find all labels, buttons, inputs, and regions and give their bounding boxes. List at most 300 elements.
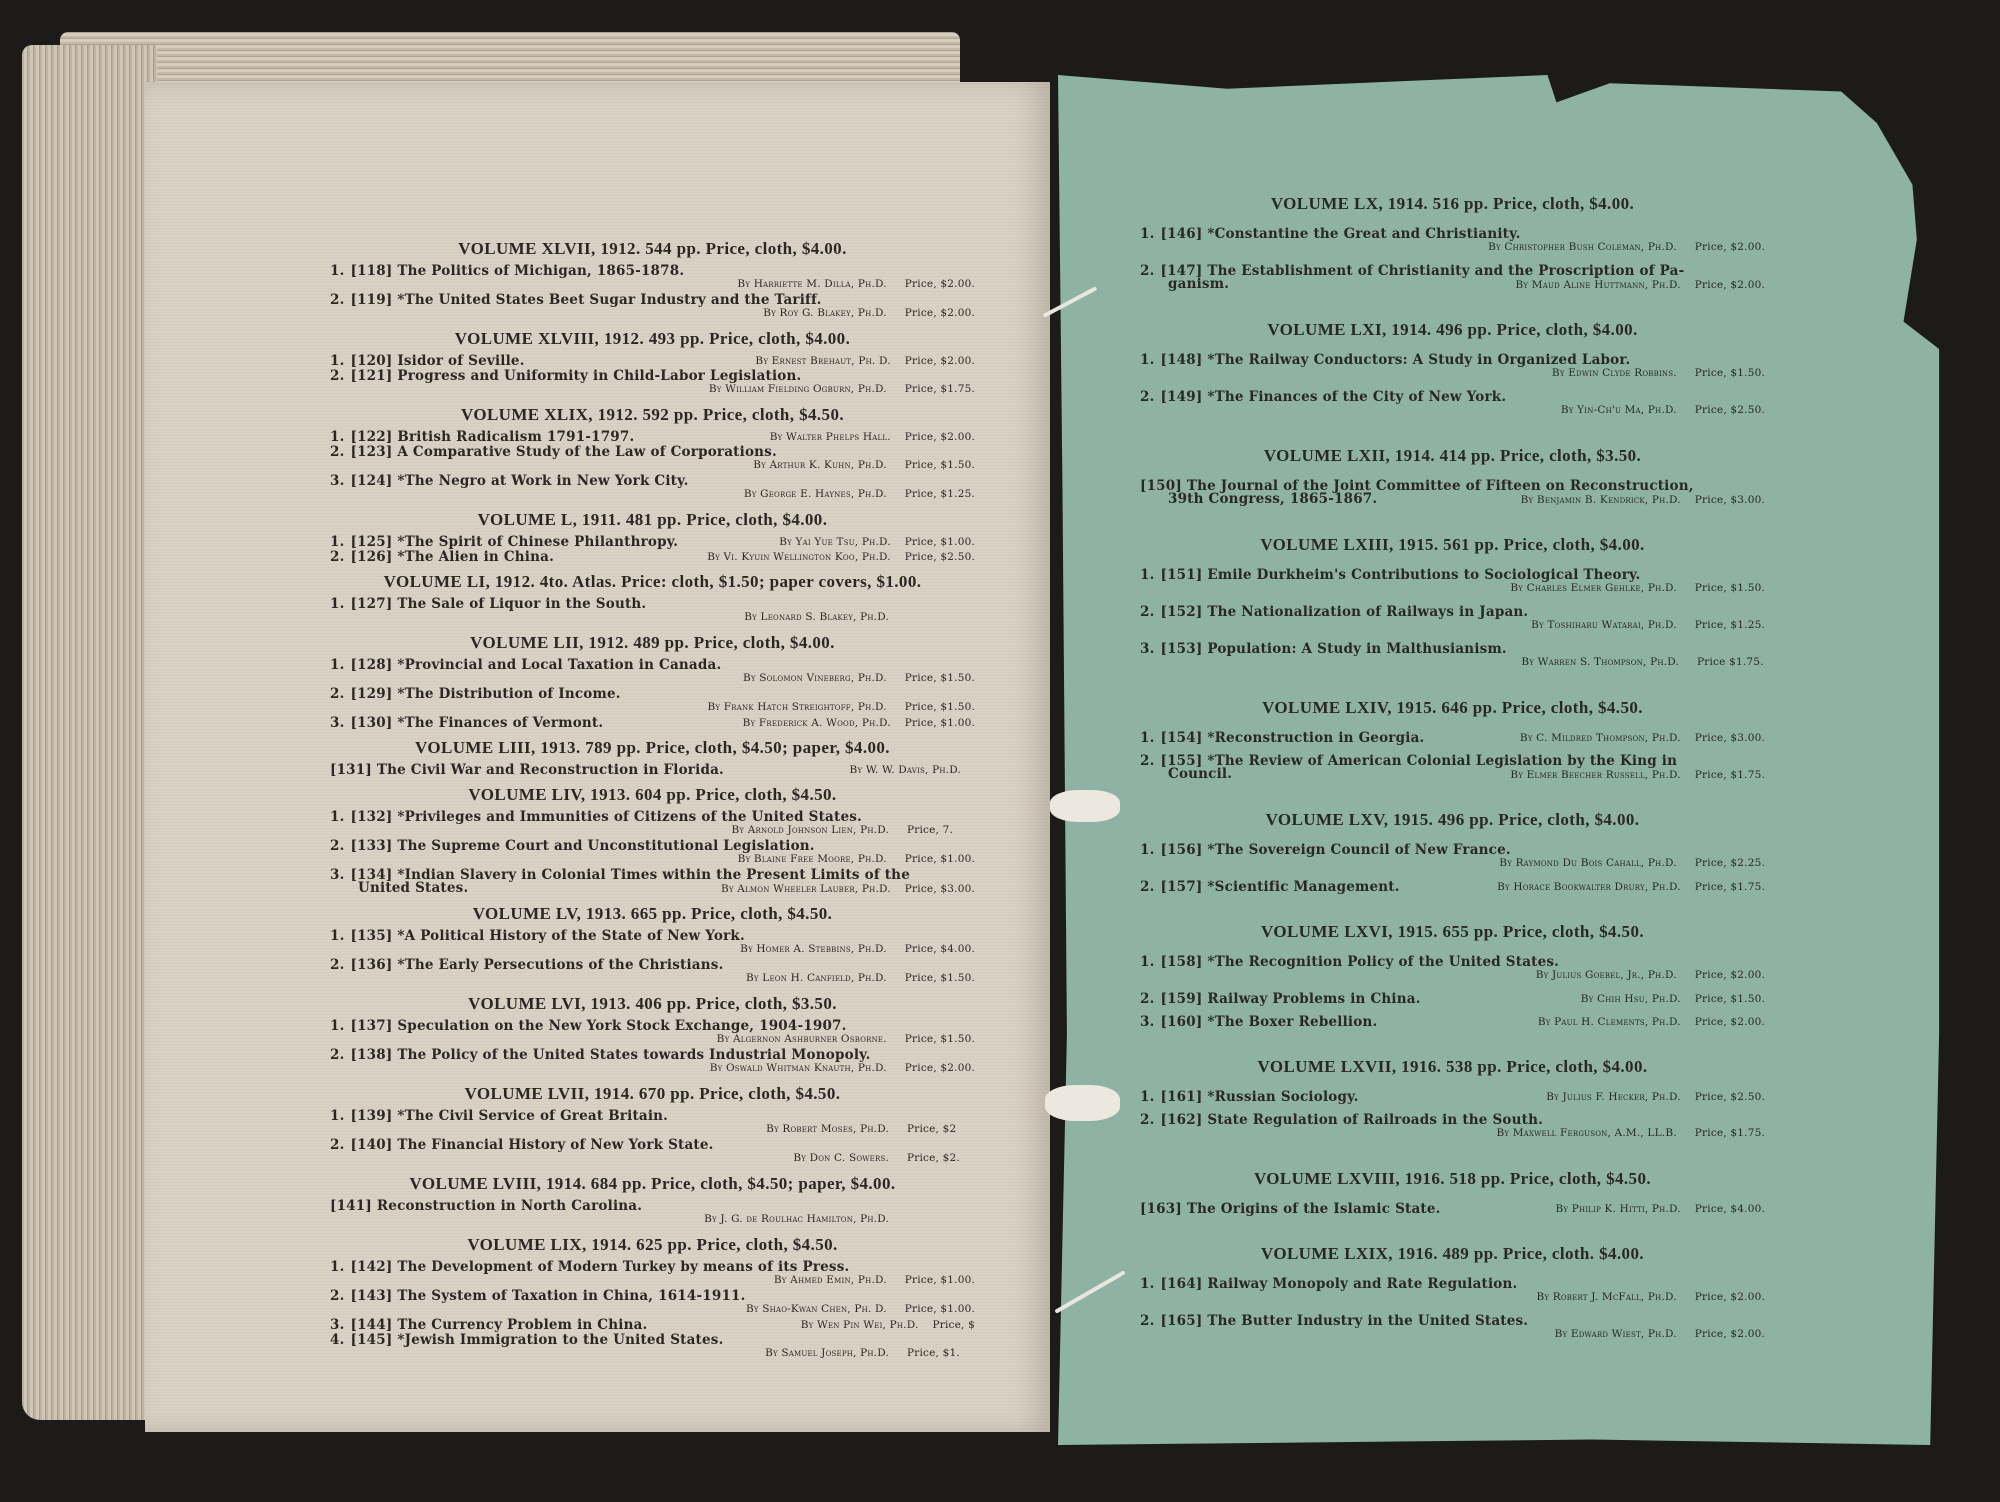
entry-author: By Solomon Vineberg, Ph.D. (742, 672, 887, 684)
entry-title-text: [162] State Regulation of Railroads in the South. (1160, 1113, 1543, 1127)
entry-title (1140, 568, 1640, 582)
entry-price: Price, $1.00. (904, 1303, 975, 1315)
entry-byline (1140, 857, 1765, 869)
entry-byline (330, 824, 975, 836)
entry-number: 2. (1140, 264, 1155, 278)
entry-title (1140, 1113, 1543, 1127)
entry-byline (1140, 656, 1765, 668)
entry-number: 2. (1140, 992, 1155, 1006)
entry-title (330, 839, 815, 853)
entry-number: 1. (330, 658, 345, 672)
catalog-entry (330, 535, 975, 549)
entry-author: By Arnold Johnson Lien, Ph.D. (731, 824, 889, 836)
entry-price: Price, $4.00. (904, 943, 975, 955)
entry-author: By Ernest Brehaut, Ph. D. (755, 355, 891, 367)
entry-title-text: [132] *Privileges and Immunities of Citizens of the United States. (350, 810, 862, 824)
entry-price: Price, $2.50. (904, 551, 975, 563)
entry-title-text: [159] Railway Problems in China. (1160, 992, 1421, 1006)
entry-title (330, 354, 525, 368)
entry-author: By Don C. Sowers. (793, 1152, 889, 1164)
entry-author: By Charles Elmer Gehlke, Ph.D. (1510, 582, 1677, 594)
left-page-catalog (330, 232, 975, 1362)
entry-byline (1140, 1127, 1765, 1139)
entry-price: Price, $1.50. (904, 972, 975, 984)
entry-price: Price, $2.25. (1694, 857, 1765, 869)
entry-byline (1140, 1291, 1765, 1303)
entry-byline (330, 1274, 975, 1286)
entry-title (1140, 605, 1528, 619)
entry-title-text: [118] The Politics of Michigan, 1865-1878. (350, 264, 685, 278)
entry-byline (330, 672, 975, 684)
entry-author: By Robert J. McFall, Ph.D. (1536, 1291, 1677, 1303)
entry-title (1140, 1202, 1441, 1216)
catalog-entry (1140, 568, 1765, 582)
entry-author-price (1549, 1202, 1765, 1216)
entry-number: 1. (330, 1019, 345, 1033)
entry-author: By Yin-Ch'u Ma, Ph.D. (1560, 404, 1677, 416)
entry-title-text: [123] A Comparative Study of the Law of Corporations. (350, 445, 777, 459)
catalog-entry (330, 1289, 975, 1303)
entry-byline (330, 972, 975, 984)
entry-byline (330, 488, 975, 500)
entry-title (330, 687, 621, 701)
entry-title (330, 430, 634, 444)
entry-author: By Maxwell Ferguson, A.M., LL.B. (1496, 1127, 1677, 1139)
entry-byline (330, 1123, 975, 1135)
entry-price: Price, $2.00. (904, 307, 975, 319)
entry-byline (1140, 969, 1765, 981)
entry-title-text: [160] *The Boxer Rebellion. (1160, 1015, 1378, 1029)
entry-author-price (773, 535, 975, 549)
entry-byline (1140, 619, 1765, 631)
entry-number: 2. (330, 1048, 345, 1062)
volume-heading: VOLUME XLIX, 1912. 592 pp. Price, cloth, $4.50. (460, 405, 844, 424)
entry-title-text: [141] Reconstruction in North Carolina. (330, 1199, 643, 1213)
catalog-entry (330, 716, 975, 730)
entry-author-price (844, 763, 975, 777)
entry-number: 2. (1140, 754, 1155, 768)
volume-heading: VOLUME LVIII, 1914. 684 pp. Price, cloth, $4.50; paper, $4.00. (409, 1174, 896, 1193)
catalog-entry (330, 1260, 975, 1274)
entry-title-continuation: United States. (358, 880, 469, 896)
entry-price: Price, $1.75. (1694, 769, 1765, 781)
entry-title-text: [135] *A Political History of the State of New York. (350, 929, 745, 943)
catalog-entry-continuation (1140, 768, 1765, 782)
entry-title (1140, 1277, 1517, 1291)
entry-title (330, 1138, 714, 1152)
entry-title-text: [119] *The United States Beet Sugar Industry and the Tariff. (350, 293, 822, 307)
catalog-entry (330, 1109, 975, 1123)
entry-title (330, 535, 678, 549)
entry-title-text: [133] The Supreme Court and Unconstitutional Legislation. (350, 839, 815, 853)
entry-number: 1. (1140, 1277, 1155, 1291)
entry-author-price (1515, 493, 1765, 507)
volume-heading: VOLUME LXIV, 1915. 646 pp. Price, cloth, $4.50. (1262, 698, 1643, 717)
entry-byline (330, 853, 975, 865)
catalog-entry (1140, 1202, 1765, 1216)
entry-price: Price, $1.25. (904, 488, 975, 500)
entry-author: By W. W. Davis, Ph.D. (849, 764, 961, 776)
entry-author: By Blaine Free Moore, Ph.D. (737, 853, 887, 865)
catalog-entry (330, 369, 975, 383)
entry-title (330, 763, 724, 777)
catalog-entry (1140, 1277, 1765, 1291)
catalog-entry (330, 264, 975, 278)
entry-title-text: [153] Population: A Study in Malthusianism. (1160, 642, 1507, 656)
volume-heading: VOLUME LXVII, 1916. 538 pp. Price, cloth, $4.00. (1257, 1057, 1648, 1076)
entry-byline (1140, 582, 1765, 594)
entry-number: 1. (1140, 731, 1155, 745)
entry-price: Price, $2.00. (904, 355, 975, 367)
entry-author: By Roy G. Blakey, Ph.D. (763, 307, 887, 319)
entry-author: By Maud Aline Huttmann, Ph.D. (1515, 279, 1681, 291)
catalog-entry (1140, 992, 1765, 1006)
entry-price: Price, $2.00. (904, 431, 975, 443)
entry-author: By Robert Moses, Ph.D. (766, 1123, 889, 1135)
entry-title-text: [140] The Financial History of New York State. (350, 1138, 714, 1152)
entry-title (330, 1318, 647, 1332)
catalog-entry (330, 929, 975, 943)
entry-title-text: [127] The Sale of Liquor in the South. (350, 597, 647, 611)
entry-price: Price, $1.75. (904, 383, 975, 395)
entry-title (330, 1260, 849, 1274)
entry-title-continuation: ganism. (1168, 276, 1230, 292)
entry-title-text: [163] The Origins of the Islamic State. (1140, 1202, 1441, 1216)
entry-price: Price, $1.50. (904, 459, 975, 471)
entry-title-text: [151] Emile Durkheim's Contributions to Sociological Theory. (1160, 568, 1641, 582)
entry-title-text: [158] *The Recognition Policy of the United States. (1160, 955, 1560, 969)
volume-heading: VOLUME LV, 1913. 665 pp. Price, cloth, $4.50. (472, 904, 833, 923)
entry-title-text: [121] Progress and Uniformity in Child-Labor Legislation. (350, 369, 802, 383)
catalog-entry (330, 597, 975, 611)
catalog-entry (1140, 353, 1765, 367)
entry-title-text: [131] The Civil War and Reconstruction in Florida. (330, 763, 724, 777)
book-fore-edge (22, 45, 157, 1420)
entry-title (330, 929, 745, 943)
entry-byline (330, 1303, 975, 1315)
entry-author: By William Fielding Ogburn, Ph.D. (708, 383, 887, 395)
entry-number: 2. (330, 958, 345, 972)
catalog-entry (330, 550, 975, 564)
entry-price: Price, $2.00. (1694, 241, 1765, 253)
entry-number: 2. (1140, 1314, 1155, 1328)
entry-author-price (1575, 992, 1765, 1006)
entry-author: By Frank Hatch Streightoff, Ph.D. (707, 701, 887, 713)
entry-author-price (1504, 768, 1765, 782)
entry-title-text: [152] The Nationalization of Railways in Japan. (1160, 605, 1529, 619)
entry-price: Price $1.75. (1697, 656, 1764, 668)
entry-number: 2. (1140, 880, 1155, 894)
entry-title (1140, 353, 1630, 367)
entry-author: By Toshiharu Watarai, Ph.D. (1531, 619, 1677, 631)
entry-title-text: [144] The Currency Problem in China. (350, 1318, 648, 1332)
entry-price (907, 1213, 975, 1225)
catalog-entry (330, 1333, 975, 1347)
entry-author: By Almon Wheeler Lauber, Ph.D. (721, 883, 891, 895)
entry-author: By Walter Phelps Hall. (769, 431, 891, 443)
entry-author: By Philip K. Hitti, Ph.D. (1555, 1203, 1681, 1215)
entry-number: 1. (330, 354, 345, 368)
entry-byline (330, 943, 975, 955)
entry-author: By Edwin Clyde Robbins. (1551, 367, 1677, 379)
catalog-entry (1140, 1113, 1765, 1127)
entry-author: By Arthur K. Kuhn, Ph.D. (753, 459, 887, 471)
entry-number: 1. (1140, 227, 1155, 241)
entry-byline (330, 278, 975, 290)
entry-title (1140, 955, 1559, 969)
entry-byline (330, 1213, 975, 1225)
entry-title (1140, 731, 1424, 745)
entry-price: Price, $2.00. (1694, 279, 1765, 291)
right-page-catalog (1140, 187, 1765, 1351)
volume-heading: VOLUME XLVIII, 1912. 493 pp. Price, cloth, $4.00. (454, 329, 851, 348)
entry-title (330, 445, 777, 459)
entry-title-text: [120] Isidor of Seville. (350, 354, 525, 368)
entry-author-price (737, 716, 975, 730)
entry-title-text: [125] *The Spirit of Chinese Philanthropy. (350, 535, 679, 549)
entry-price: Price, $1.75. (1694, 1127, 1765, 1139)
entry-author: By Warren S. Thompson, Ph.D. (1521, 656, 1679, 668)
entry-author-price (1540, 1090, 1765, 1104)
entry-author-price (1514, 731, 1765, 745)
entry-author: By Yai Yue Tsu, Ph.D. (779, 536, 891, 548)
binding-tuft (1045, 1085, 1120, 1121)
entry-title-text: [146] *Constantine the Great and Christianity. (1160, 227, 1521, 241)
entry-byline (330, 1347, 975, 1359)
entry-title (1140, 390, 1506, 404)
entry-title (1140, 992, 1421, 1006)
entry-title (330, 1333, 723, 1347)
entry-price: Price, $1.25. (1694, 619, 1765, 631)
entry-author: By Julius F. Hecker, Ph.D. (1546, 1091, 1681, 1103)
catalog-entry-continuation (1140, 493, 1765, 507)
entry-price: Price, $1.50. (1694, 367, 1765, 379)
entry-title-text: [129] *The Distribution of Income. (350, 687, 621, 701)
entry-number: 2. (330, 445, 345, 459)
entry-title (330, 658, 721, 672)
entry-number: 2. (1140, 1113, 1155, 1127)
entry-price: Price, $ (932, 1319, 975, 1331)
entry-byline (1140, 404, 1765, 416)
entry-author-price (1510, 278, 1765, 292)
entry-title-text: [154] *Reconstruction in Georgia. (1160, 731, 1425, 745)
entry-author: By Paul H. Clements, Ph.D. (1537, 1016, 1681, 1028)
entry-number: 2. (330, 550, 345, 564)
catalog-entry (330, 1138, 975, 1152)
volume-heading: VOLUME LXIX, 1916. 489 pp. Price, cloth. $4.00. (1260, 1244, 1644, 1263)
entry-price: Price, 7. (907, 824, 954, 836)
entry-title-text: [136] *The Early Persecutions of the Christians. (350, 958, 724, 972)
entry-title-text: [142] The Development of Modern Turkey by means of its Press. (350, 1260, 850, 1274)
entry-title-text: [161] *Russian Sociology. (1160, 1090, 1359, 1104)
catalog-entry (330, 658, 975, 672)
entry-author: By Frederick A. Wood, Ph.D. (742, 717, 891, 729)
catalog-entry (330, 445, 975, 459)
entry-title (1140, 642, 1507, 656)
volume-heading: VOLUME LI, 1912. 4to. Atlas. Price: cloth, $1.50; paper covers, $1.00. (383, 572, 922, 591)
entry-title (330, 293, 822, 307)
volume-heading: VOLUME LIII, 1913. 789 pp. Price, cloth, $4.50; paper, $4.00. (415, 738, 890, 757)
entry-title-text: [164] Railway Monopoly and Rate Regulation. (1160, 1277, 1518, 1291)
entry-title-text: [128] *Provincial and Local Taxation in Canada. (350, 658, 722, 672)
volume-heading: VOLUME XLVII, 1912. 544 pp. Price, cloth, $4.00. (458, 239, 847, 258)
entry-author: By C. Mildred Thompson, Ph.D. (1519, 732, 1681, 744)
entry-title (330, 1289, 746, 1303)
entry-number: 2. (1140, 605, 1155, 619)
volume-heading: VOLUME LIX, 1914. 625 pp. Price, cloth, $4.50. (467, 1235, 838, 1254)
catalog-entry (330, 293, 975, 307)
entry-byline (330, 307, 975, 319)
entry-price: Price, $3.00. (904, 883, 975, 895)
entry-byline (330, 611, 975, 623)
entry-number: 2. (330, 839, 345, 853)
entry-title (330, 264, 684, 278)
catalog-entry (330, 958, 975, 972)
entry-author: By Horace Bookwalter Drury, Ph.D. (1497, 881, 1681, 893)
entry-number: 3. (330, 474, 345, 488)
entry-price: Price, $2.50. (1694, 1091, 1765, 1103)
entry-title-text: [149] *The Finances of the City of New York. (1160, 390, 1507, 404)
entry-number: 1. (330, 929, 345, 943)
entry-author: By Homer A. Stebbins, Ph.D. (740, 943, 887, 955)
entry-author-price (764, 430, 975, 444)
catalog-entry (1140, 642, 1765, 656)
volume-heading: VOLUME LXII, 1914. 414 pp. Price, cloth, $3.50. (1263, 446, 1642, 465)
entry-title-text: [126] *The Alien in China. (350, 550, 554, 564)
entry-price: Price, $2.00. (904, 278, 975, 290)
entry-title-continuation: 39th Congress, 1865-1867. (1168, 491, 1378, 507)
entry-author: By Shao-Kwan Chen, Ph. D. (745, 1303, 887, 1315)
entry-number: 3. (1140, 1015, 1155, 1029)
entry-author: By Vi. Kyuin Wellington Koo, Ph.D. (707, 551, 891, 563)
entry-title (330, 369, 801, 383)
entry-byline (330, 1033, 975, 1045)
entry-number: 1. (1140, 568, 1155, 582)
catalog-entry (1140, 843, 1765, 857)
entry-author-price (715, 882, 975, 896)
entry-number: 1. (330, 810, 345, 824)
catalog-entry (330, 474, 975, 488)
entry-number: 3. (330, 868, 345, 882)
entry-title (330, 810, 862, 824)
entry-price: Price, $4.00. (1694, 1203, 1765, 1215)
entry-author: By Samuel Joseph, Ph.D. (765, 1347, 889, 1359)
entry-title (330, 716, 603, 730)
catalog-entry (330, 1318, 975, 1332)
entry-title-text: [150] The Journal of the Joint Committee of Fifteen on Reconstruction, (1140, 479, 1694, 493)
entry-author: By Leonard S. Blakey, Ph.D. (744, 611, 889, 623)
entry-price: Price, $3.00. (1694, 732, 1765, 744)
entry-number: 2. (330, 1138, 345, 1152)
entry-author-price (701, 550, 975, 564)
entry-number: 1. (330, 535, 345, 549)
entry-price: Price, $2 (907, 1123, 957, 1135)
entry-title-text: [124] *The Negro at Work in New York City. (350, 474, 689, 488)
volume-heading: VOLUME L, 1911. 481 pp. Price, cloth, $4.00. (477, 510, 828, 529)
catalog-entry-continuation (330, 882, 975, 896)
entry-number: 2. (330, 687, 345, 701)
volume-heading: VOLUME LXIII, 1915. 561 pp. Price, cloth, $4.00. (1260, 535, 1645, 554)
entry-title (1140, 843, 1511, 857)
entry-author: By J. G. de Roulhac Hamilton, Ph.D. (704, 1213, 889, 1225)
catalog-entry (330, 839, 975, 853)
entry-title-text: [130] *The Finances of Vermont. (350, 716, 604, 730)
entry-author: By Raymond Du Bois Cahall, Ph.D. (1499, 857, 1677, 869)
entry-author: By Julius Goebel, Jr., Ph.D. (1535, 969, 1677, 981)
entry-title (1140, 1015, 1377, 1029)
entry-number: 2. (1140, 390, 1155, 404)
entry-author: By Algernon Ashburner Osborne. (716, 1033, 887, 1045)
entry-byline (1140, 241, 1765, 253)
entry-title (1140, 1314, 1528, 1328)
catalog-entry (1140, 880, 1765, 894)
entry-title-text: [138] The Policy of the United States towards Industrial Monopoly. (350, 1048, 871, 1062)
entry-title-text: [148] *The Railway Conductors: A Study in Organized Labor. (1160, 353, 1631, 367)
entry-price: Price, $2.50. (1694, 404, 1765, 416)
entry-byline (330, 1062, 975, 1074)
entry-number: 1. (330, 597, 345, 611)
entry-author: By Edward Wiest, Ph.D. (1554, 1328, 1677, 1340)
catalog-entry (1140, 1314, 1765, 1328)
entry-number: 1. (330, 430, 345, 444)
entry-author: By Christopher Bush Coleman, Ph.D. (1488, 241, 1677, 253)
catalog-entry (330, 430, 975, 444)
entry-price: Price, $2.00. (904, 1062, 975, 1074)
entry-title (330, 958, 723, 972)
entry-number: 4. (330, 1333, 345, 1347)
entry-number: 1. (1140, 843, 1155, 857)
entry-author: By Ahmed Emin, Ph.D. (773, 1274, 887, 1286)
entry-number: 2. (330, 293, 345, 307)
entry-title (330, 597, 646, 611)
entry-number: 3. (330, 716, 345, 730)
entry-price: Price, $1.75. (1694, 881, 1765, 893)
entry-title-text: [147] The Establishment of Christianity and the Proscription of Pa- (1160, 264, 1685, 278)
entry-price: Price, $3.00. (1694, 494, 1765, 506)
entry-title (1140, 1090, 1359, 1104)
catalog-entry (1140, 264, 1765, 278)
catalog-entry (1140, 390, 1765, 404)
entry-number: 1. (1140, 353, 1155, 367)
volume-heading: VOLUME LXVIII, 1916. 518 pp. Price, cloth, $4.50. (1253, 1169, 1652, 1188)
entry-number: 2. (330, 1289, 345, 1303)
catalog-entry (1140, 605, 1765, 619)
entry-price: Price, $2.00. (1694, 969, 1765, 981)
binding-tuft (1050, 790, 1120, 822)
entry-byline (330, 383, 975, 395)
entry-price: Price, $1.00. (904, 1274, 975, 1286)
entry-byline (1140, 367, 1765, 379)
entry-number: 2. (330, 369, 345, 383)
entry-title-continuation: Council. (1168, 766, 1233, 782)
entry-author: By Harriette M. Dilla, Ph.D. (737, 278, 887, 290)
volume-heading: VOLUME LVI, 1913. 406 pp. Price, cloth, $3.50. (468, 994, 837, 1013)
entry-title (330, 474, 689, 488)
entry-title (1140, 227, 1521, 241)
entry-number: 1. (330, 1260, 345, 1274)
catalog-entry (330, 1019, 975, 1033)
entry-price: Price, $1. (907, 1347, 960, 1359)
catalog-entry (330, 1048, 975, 1062)
entry-title (330, 1199, 642, 1213)
entry-number: 1. (1140, 955, 1155, 969)
volume-heading: VOLUME LII, 1912. 489 pp. Price, cloth, $4.00. (470, 633, 835, 652)
volume-heading: VOLUME LVII, 1914. 670 pp. Price, cloth, $4.50. (464, 1084, 841, 1103)
entry-title-text: [156] *The Sovereign Council of New France. (1160, 843, 1511, 857)
entry-price: Price, $1.50. (1694, 993, 1765, 1005)
entry-author: By Wen Pin Wei, Ph.D. (800, 1319, 919, 1331)
entry-author-price (1491, 880, 1765, 894)
